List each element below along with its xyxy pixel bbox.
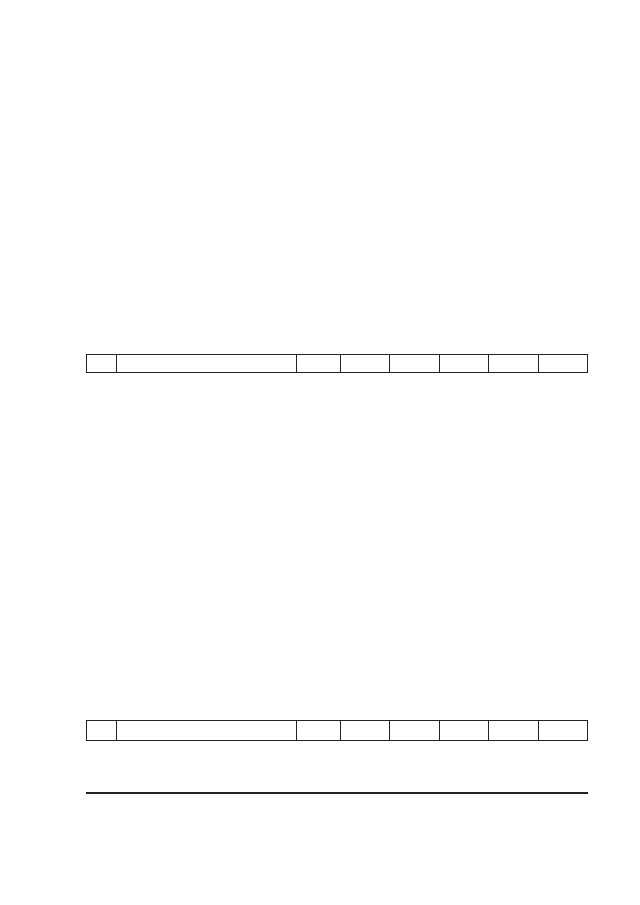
- col-name-header: [117, 721, 297, 741]
- col-unit-header: [297, 355, 341, 373]
- col-unit-header: [297, 721, 341, 741]
- col-year-header: [390, 721, 439, 741]
- financial-needs-table: [86, 720, 588, 741]
- col-year-header: [439, 721, 488, 741]
- section6-text: [86, 792, 588, 794]
- col-year-header: [489, 721, 538, 741]
- col-year-header: [538, 355, 587, 373]
- col-year-header: [390, 355, 439, 373]
- col-num-header: [87, 721, 117, 741]
- col-year-header: [538, 721, 587, 741]
- col-year-header: [489, 355, 538, 373]
- col-year-header: [439, 355, 488, 373]
- col-num-header: [87, 355, 117, 373]
- col-year-header: [341, 355, 390, 373]
- planned-volume-table: [86, 354, 588, 373]
- col-name-header: [117, 355, 297, 373]
- col-year-header: [341, 721, 390, 741]
